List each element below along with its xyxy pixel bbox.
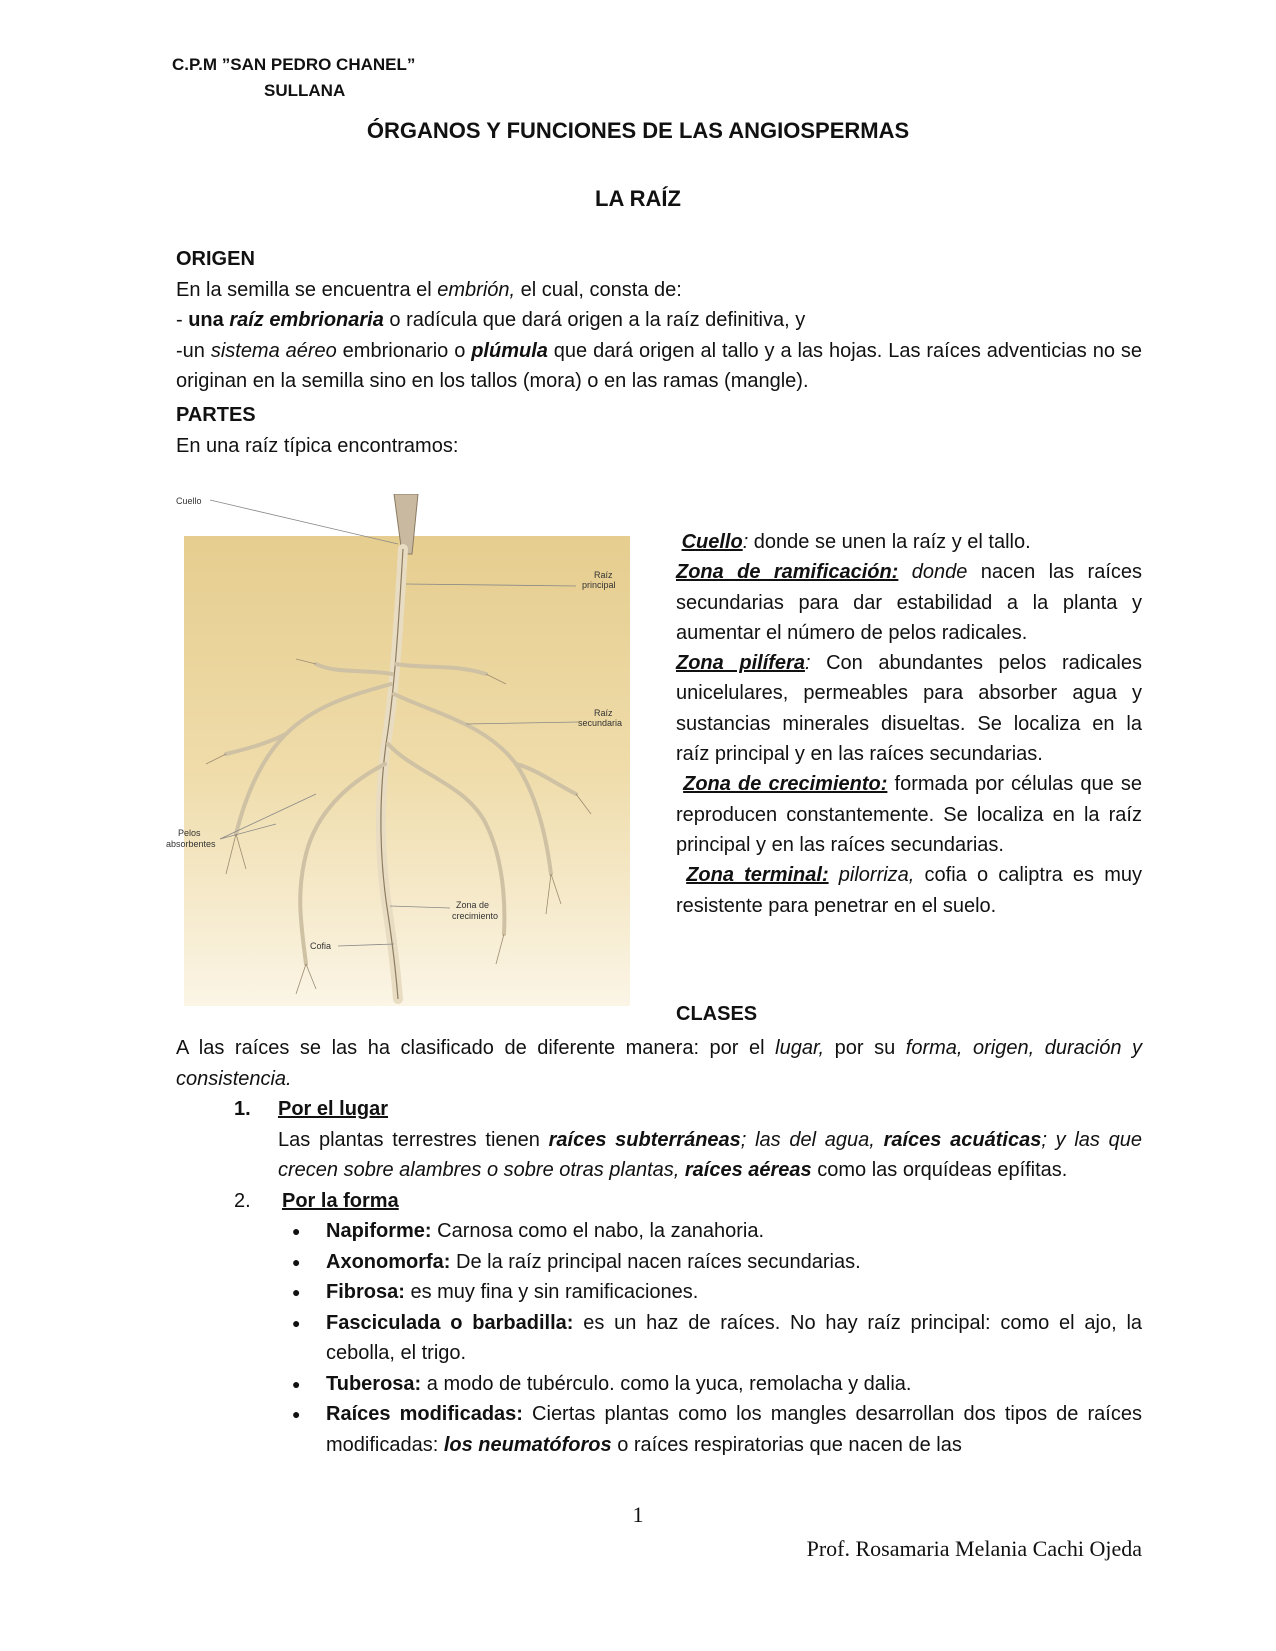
soil-area — [184, 536, 630, 1006]
clases-section — [176, 1033, 1142, 1460]
clase-1-title: Por el lugar — [278, 1098, 389, 1120]
list-item: ● Fibrosa: es muy fina y sin ramificaciones. — [176, 1277, 1142, 1308]
clase-2-title: Por la forma — [282, 1189, 399, 1212]
author-name: Prof. Rosamaria Melania Cachi Ojeda — [806, 1536, 1142, 1561]
origen-heading: ORIGEN — [176, 248, 255, 270]
label-raiz-principal-2: principal — [582, 580, 616, 590]
origen-section — [176, 244, 1142, 397]
partes-heading: PARTES — [176, 404, 256, 426]
list-item: ● Axonomorfa: De la raíz principal nacen raíces secundarias. — [176, 1247, 1142, 1278]
parte-zona-ramificacion: Zona de ramificación: donde nacen las raíces secundarias para dar estabilidad a la planta y aumentar el número de pelos radicales. — [676, 561, 1143, 644]
school-name: C.P.M ”SAN PEDRO CHANEL” — [172, 55, 416, 74]
origen-paragraph-3: -un sistema aéreo embrionario o plúmula que dará origen al tallo y a las hojas. Las raíces adventicias no se originan en la semilla sino en los tallos (mora) o en las ramas (mangle). — [176, 339, 1142, 392]
document-title: ÓRGANOS Y FUNCIONES DE LAS ANGIOSPERMAS — [366, 118, 910, 143]
parte-zona-crecimiento: Zona de crecimiento: formada por células que se reproducen constantemente. Se localiza en la raíz principal y en las raíces secundarias. — [676, 773, 1143, 856]
forma-list — [176, 1216, 1142, 1460]
list-item: ● Tuberosa: a modo de tubérculo. como la yuca, remolacha y dalia. — [176, 1369, 1142, 1400]
origen-paragraph-1: En la semilla se encuentra el embrión, el cual, consta de: — [176, 278, 682, 301]
clases-heading: CLASES — [676, 1003, 758, 1025]
section-title: LA RAÍZ — [595, 186, 681, 211]
partes-list — [676, 527, 1142, 921]
label-raiz-secundaria-2: secundaria — [578, 718, 623, 728]
parte-zona-pilifera: Zona pilífera: Con abundantes pelos radicales unicelulares, permeables para absorber agua y sustancias minerales disueltas. Se localiza en la raíz principal y en las raíces secundarias. — [676, 652, 1142, 766]
school-header — [172, 52, 415, 104]
label-cofia: Cofia — [310, 941, 332, 951]
origen-paragraph-2: - una raíz embrionaria o radícula que dará origen a la raíz definitiva, y — [176, 309, 806, 331]
label-raiz-secundaria-1: Raíz — [594, 708, 613, 718]
list-item: ● Fasciculada o barbadilla: es un haz de raíces. No hay raíz principal: como el ajo, la cebolla, el trigo. — [176, 1308, 1142, 1369]
label-zona-1: Zona de — [456, 900, 490, 910]
clase-1-text: Las plantas terrestres tienen raíces subterráneas; las del agua, raíces acuáticas; y las que crecen sobre alambres o sobre otras plantas, raíces aéreas como las orquídeas epífitas. — [278, 1128, 1142, 1181]
root-illustration — [166, 494, 656, 1014]
label-cuello: Cuello — [176, 496, 202, 506]
label-pelos-1: Pelos — [178, 828, 201, 838]
list-item: ● Napiforme: Carnosa como el nabo, la zanahoria. — [176, 1216, 1142, 1247]
page-number: 1 — [632, 1502, 644, 1527]
root-diagram — [166, 494, 656, 1014]
school-city: SULLANA — [264, 81, 346, 100]
clases-intro: A las raíces se las ha clasificado de diferente manera: por el lugar, por su forma, origen, duración y consistencia. — [176, 1037, 1142, 1090]
clase-2-number: 2. — [234, 1189, 251, 1212]
parte-cuello: Cuello: donde se unen la raíz y el tallo. — [681, 531, 1031, 553]
partes-intro: En una raíz típica encontramos: — [176, 434, 459, 457]
partes-section — [176, 400, 1142, 461]
label-pelos-2: absorbentes — [166, 839, 216, 849]
label-zona-2: crecimiento — [452, 911, 499, 921]
clase-item-1 — [176, 1094, 1142, 1186]
clase-1-number: 1. — [234, 1098, 251, 1120]
label-raiz-principal-1: Raíz — [594, 570, 613, 580]
list-item: ● Raíces modificadas: Ciertas plantas como los mangles desarrollan dos tipos de raíces modificadas: los neumatóforos o raíces respiratorias que nacen de las — [176, 1399, 1142, 1460]
clase-item-2 — [176, 1186, 1142, 1461]
parte-zona-terminal: Zona terminal: pilorriza, cofia o caliptra es muy resistente para penetrar en el suelo. — [676, 864, 1143, 917]
